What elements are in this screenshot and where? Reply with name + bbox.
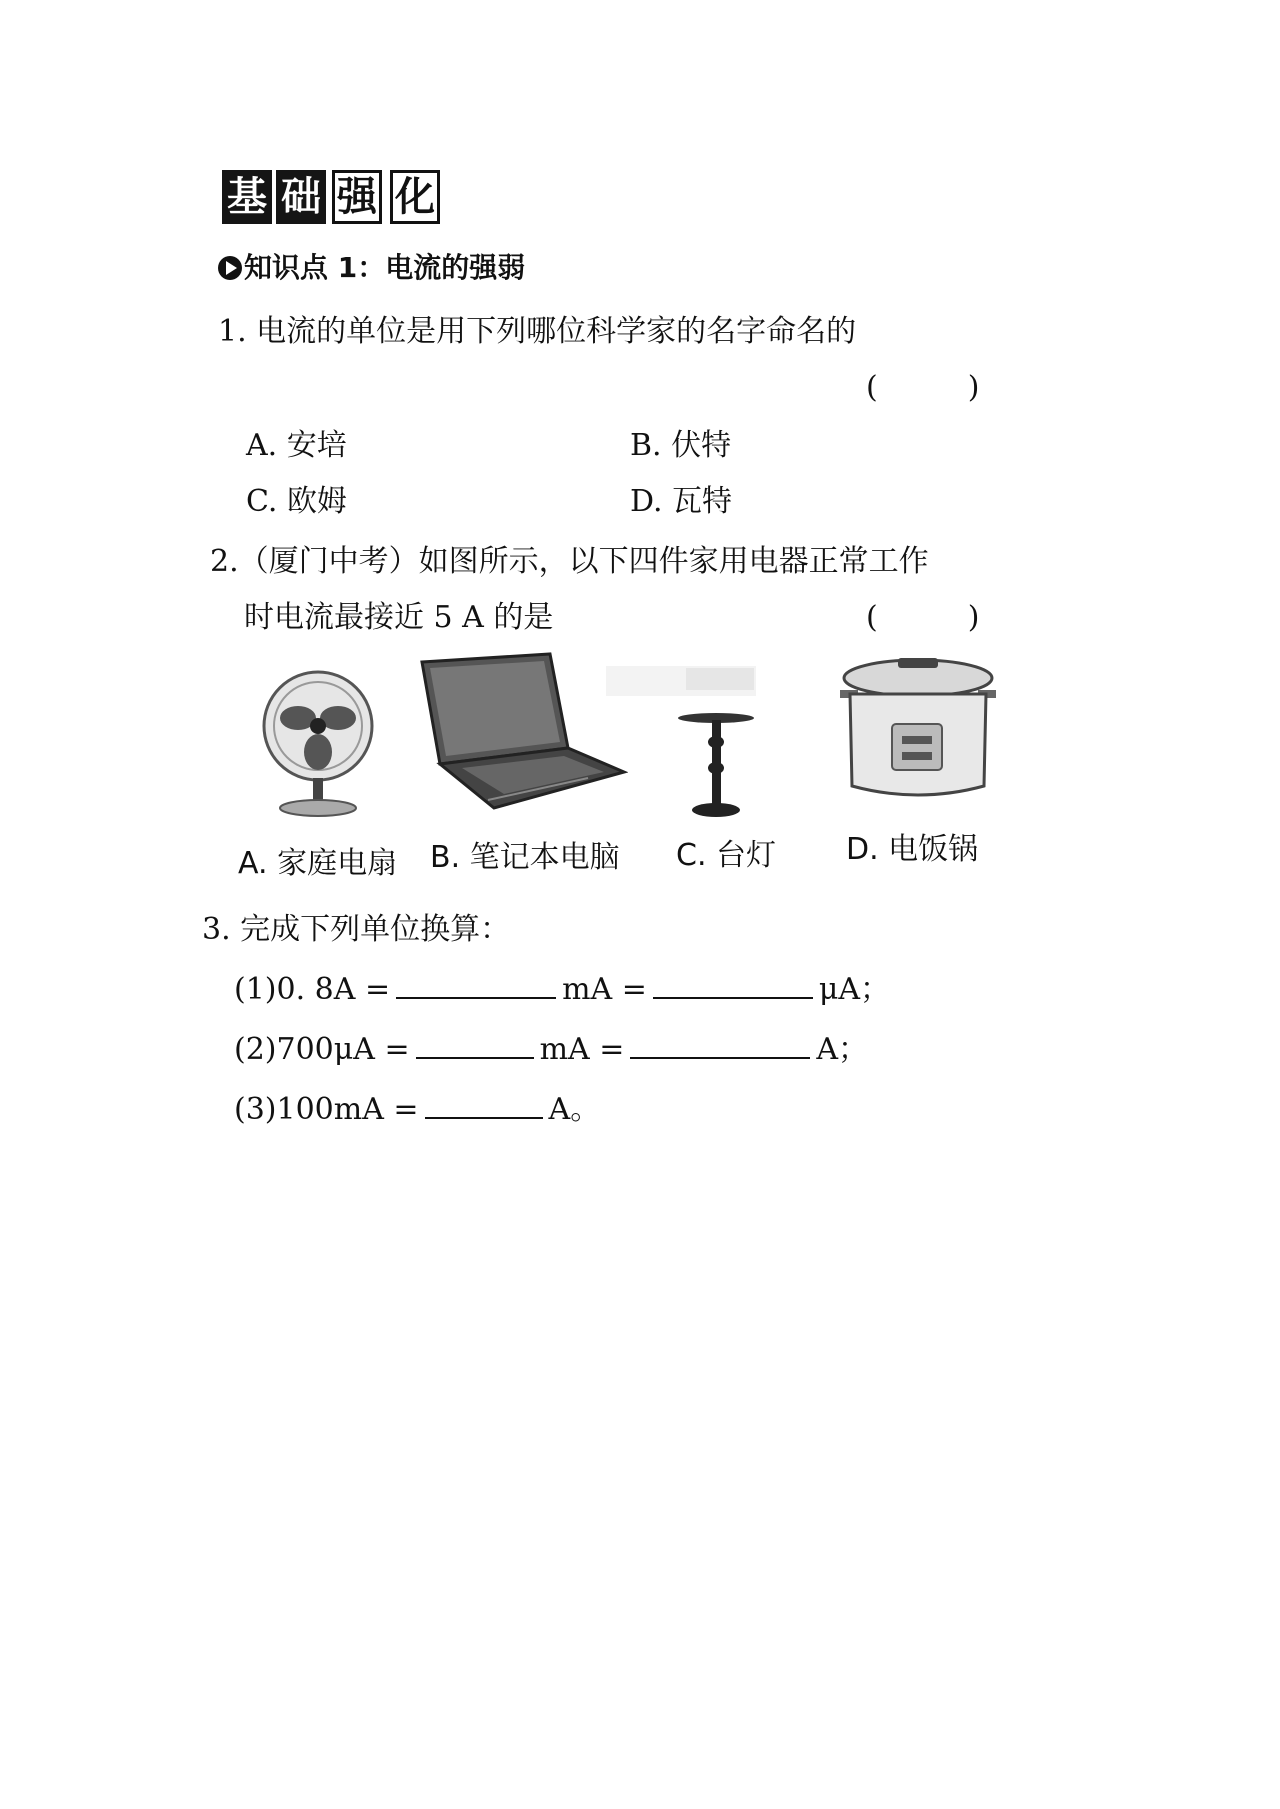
q1-answer-paren: ( ) [866,370,980,405]
heading-char-4: 化 [390,170,440,224]
heading-char-1: 基 [222,170,272,224]
lamp-image [606,664,758,822]
q3-row1-mid: mA = [562,972,647,1007]
caption-rice-cooker: D. 电饭锅 [846,832,979,867]
q3-row2-tail: A； [816,1032,869,1067]
q2-answer-paren: ( ) [866,600,980,635]
q3-row2 [234,1024,868,1068]
caption-lamp: C. 台灯 [676,838,777,873]
fan-image [258,660,378,820]
caption-laptop: B. 笔记本电脑 [430,840,620,875]
heading-char-3: 强 [332,170,382,224]
q3-row3-tail: A。 [548,1092,601,1127]
q3-row2-blank1[interactable] [416,1029,534,1059]
q1-option-b: B. 伏特 [630,428,732,463]
q3-row1-blank1[interactable] [396,969,556,999]
q2-stem-line2: 时电流最接近 5 A 的是 [244,600,554,635]
q1-option-d: D. 瓦特 [630,484,733,519]
q1-stem: 1. 电流的单位是用下列哪位科学家的名字命名的 [218,314,857,349]
q2-stem-line1: 2.（厦门中考）如图所示，以下四件家用电器正常工作 [210,544,929,579]
q3-row3-blank1[interactable] [425,1089,543,1119]
q1-option-c: C. 欧姆 [246,484,347,519]
q3-row2-blank2[interactable] [630,1029,810,1059]
q3-row1 [234,964,890,1008]
caption-fan: A. 家庭电扇 [238,846,398,881]
q3-row1-lead: (1)0. 8A = [234,972,391,1007]
q3-row1-blank2[interactable] [653,969,813,999]
q3-row2-lead: (2)700μA = [234,1032,410,1067]
q1-option-a: A. 安培 [246,428,347,463]
play-icon [218,256,242,280]
q3-row2-mid: mA = [539,1032,625,1067]
q3-row1-tail: μA； [818,972,891,1007]
knowledge-point-title [218,246,525,286]
laptop-image [418,652,628,818]
rice-cooker-image [832,654,1004,806]
q3-stem: 3. 完成下列单位换算： [202,912,511,947]
q3-row3 [234,1084,600,1128]
heading-char-2: 础 [276,170,326,224]
knowledge-point-label: 知识点 1：电流的强弱 [244,251,526,284]
q3-row3-lead: (3)100mA = [234,1092,419,1127]
